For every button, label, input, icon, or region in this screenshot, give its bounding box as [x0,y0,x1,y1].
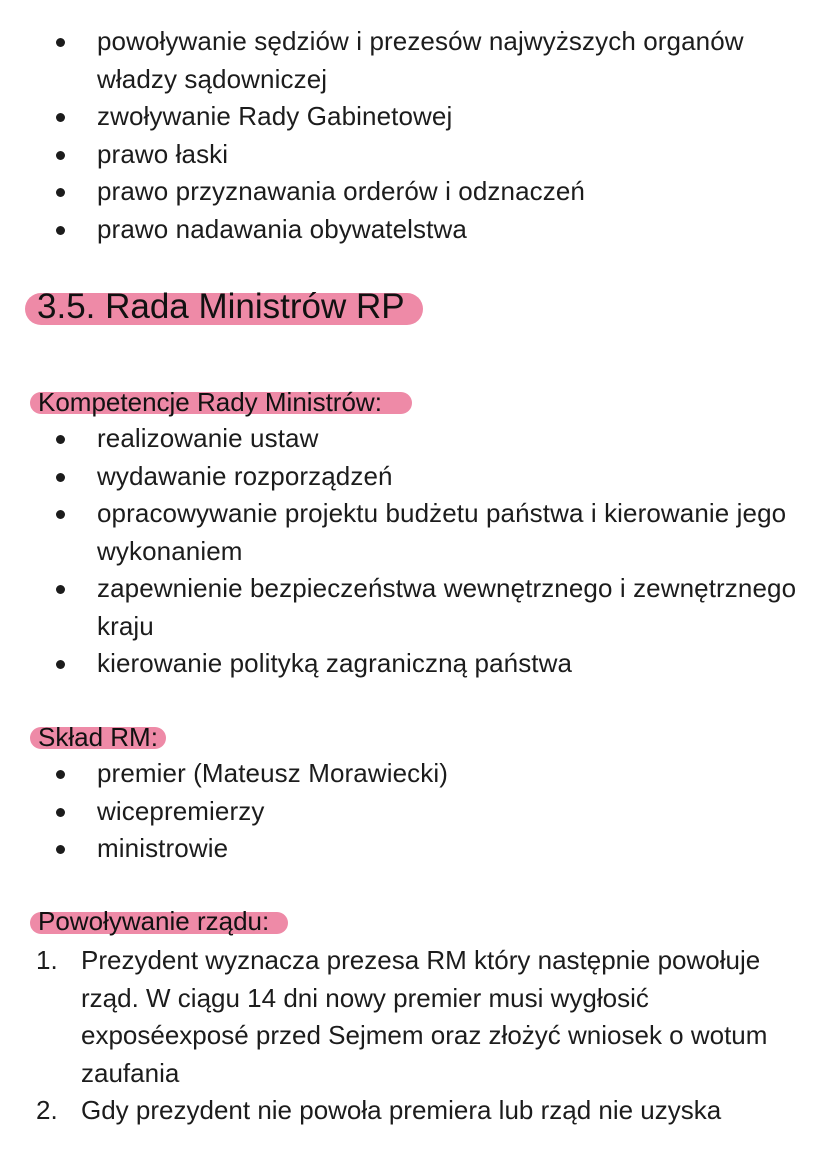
bullet-icon [56,113,65,122]
list-item: prawo nadawania obywatelstwa [52,211,802,249]
step-number: 2. [36,1095,58,1125]
bullet-icon [56,151,65,160]
list-item: premier (Mateusz Morawiecki) [52,755,812,793]
composition-heading: Skład RM: [38,722,158,752]
bullet-icon [56,473,65,482]
step-number: 1. [36,945,58,975]
list-item: zwoływanie Rady Gabinetowej [52,98,802,136]
list-item: opracowywanie projektu budżetu państwa i kierowanie jego wykonaniem [52,495,812,570]
bullet-icon [56,660,65,669]
composition-list [52,755,812,868]
step-text: Prezydent wyznacza prezesa RM który następnie powołuje rząd. W ciągu 14 dni nowy premier musi wygłosić exposéexposé przed Sejmem oraz złożyć wniosek o wotum zaufania [81,945,768,1088]
bullet-icon [56,770,65,779]
bullet-icon [56,38,65,47]
list-item: powoływanie sędziów i prezesów najwyższych organów władzy sądowniczej [52,23,802,98]
appointment-steps-list [36,942,816,1130]
list-item: wicepremierzy [52,793,812,831]
bullet-icon [56,808,65,817]
list-item [36,942,816,1092]
president-powers-list [52,23,802,248]
list-item: wydawanie rozporządzeń [52,458,812,496]
bullet-icon [56,226,65,235]
list-item: zapewnienie bezpieczeństwa wewnętrznego i zewnętrznego kraju [52,570,812,645]
list-item [36,1092,816,1130]
list-item: realizowanie ustaw [52,420,812,458]
competences-heading: Kompetencje Rady Ministrów: [38,387,382,417]
bullet-icon [56,435,65,444]
list-item: prawo łaski [52,136,802,174]
bullet-icon [56,510,65,519]
list-item: prawo przyznawania orderów i odznaczeń [52,173,802,211]
list-item: ministrowie [52,830,812,868]
bullet-icon [56,845,65,854]
competences-list [52,420,812,683]
bullet-icon [56,188,65,197]
step-text: Gdy prezydent nie powoła premiera lub rząd nie uzyska [81,1095,722,1125]
list-item: kierowanie polityką zagraniczną państwa [52,645,812,683]
appointment-heading: Powoływanie rządu: [38,906,270,936]
section-title: 3.5. Rada Ministrów RP [37,287,405,326]
bullet-icon [56,585,65,594]
